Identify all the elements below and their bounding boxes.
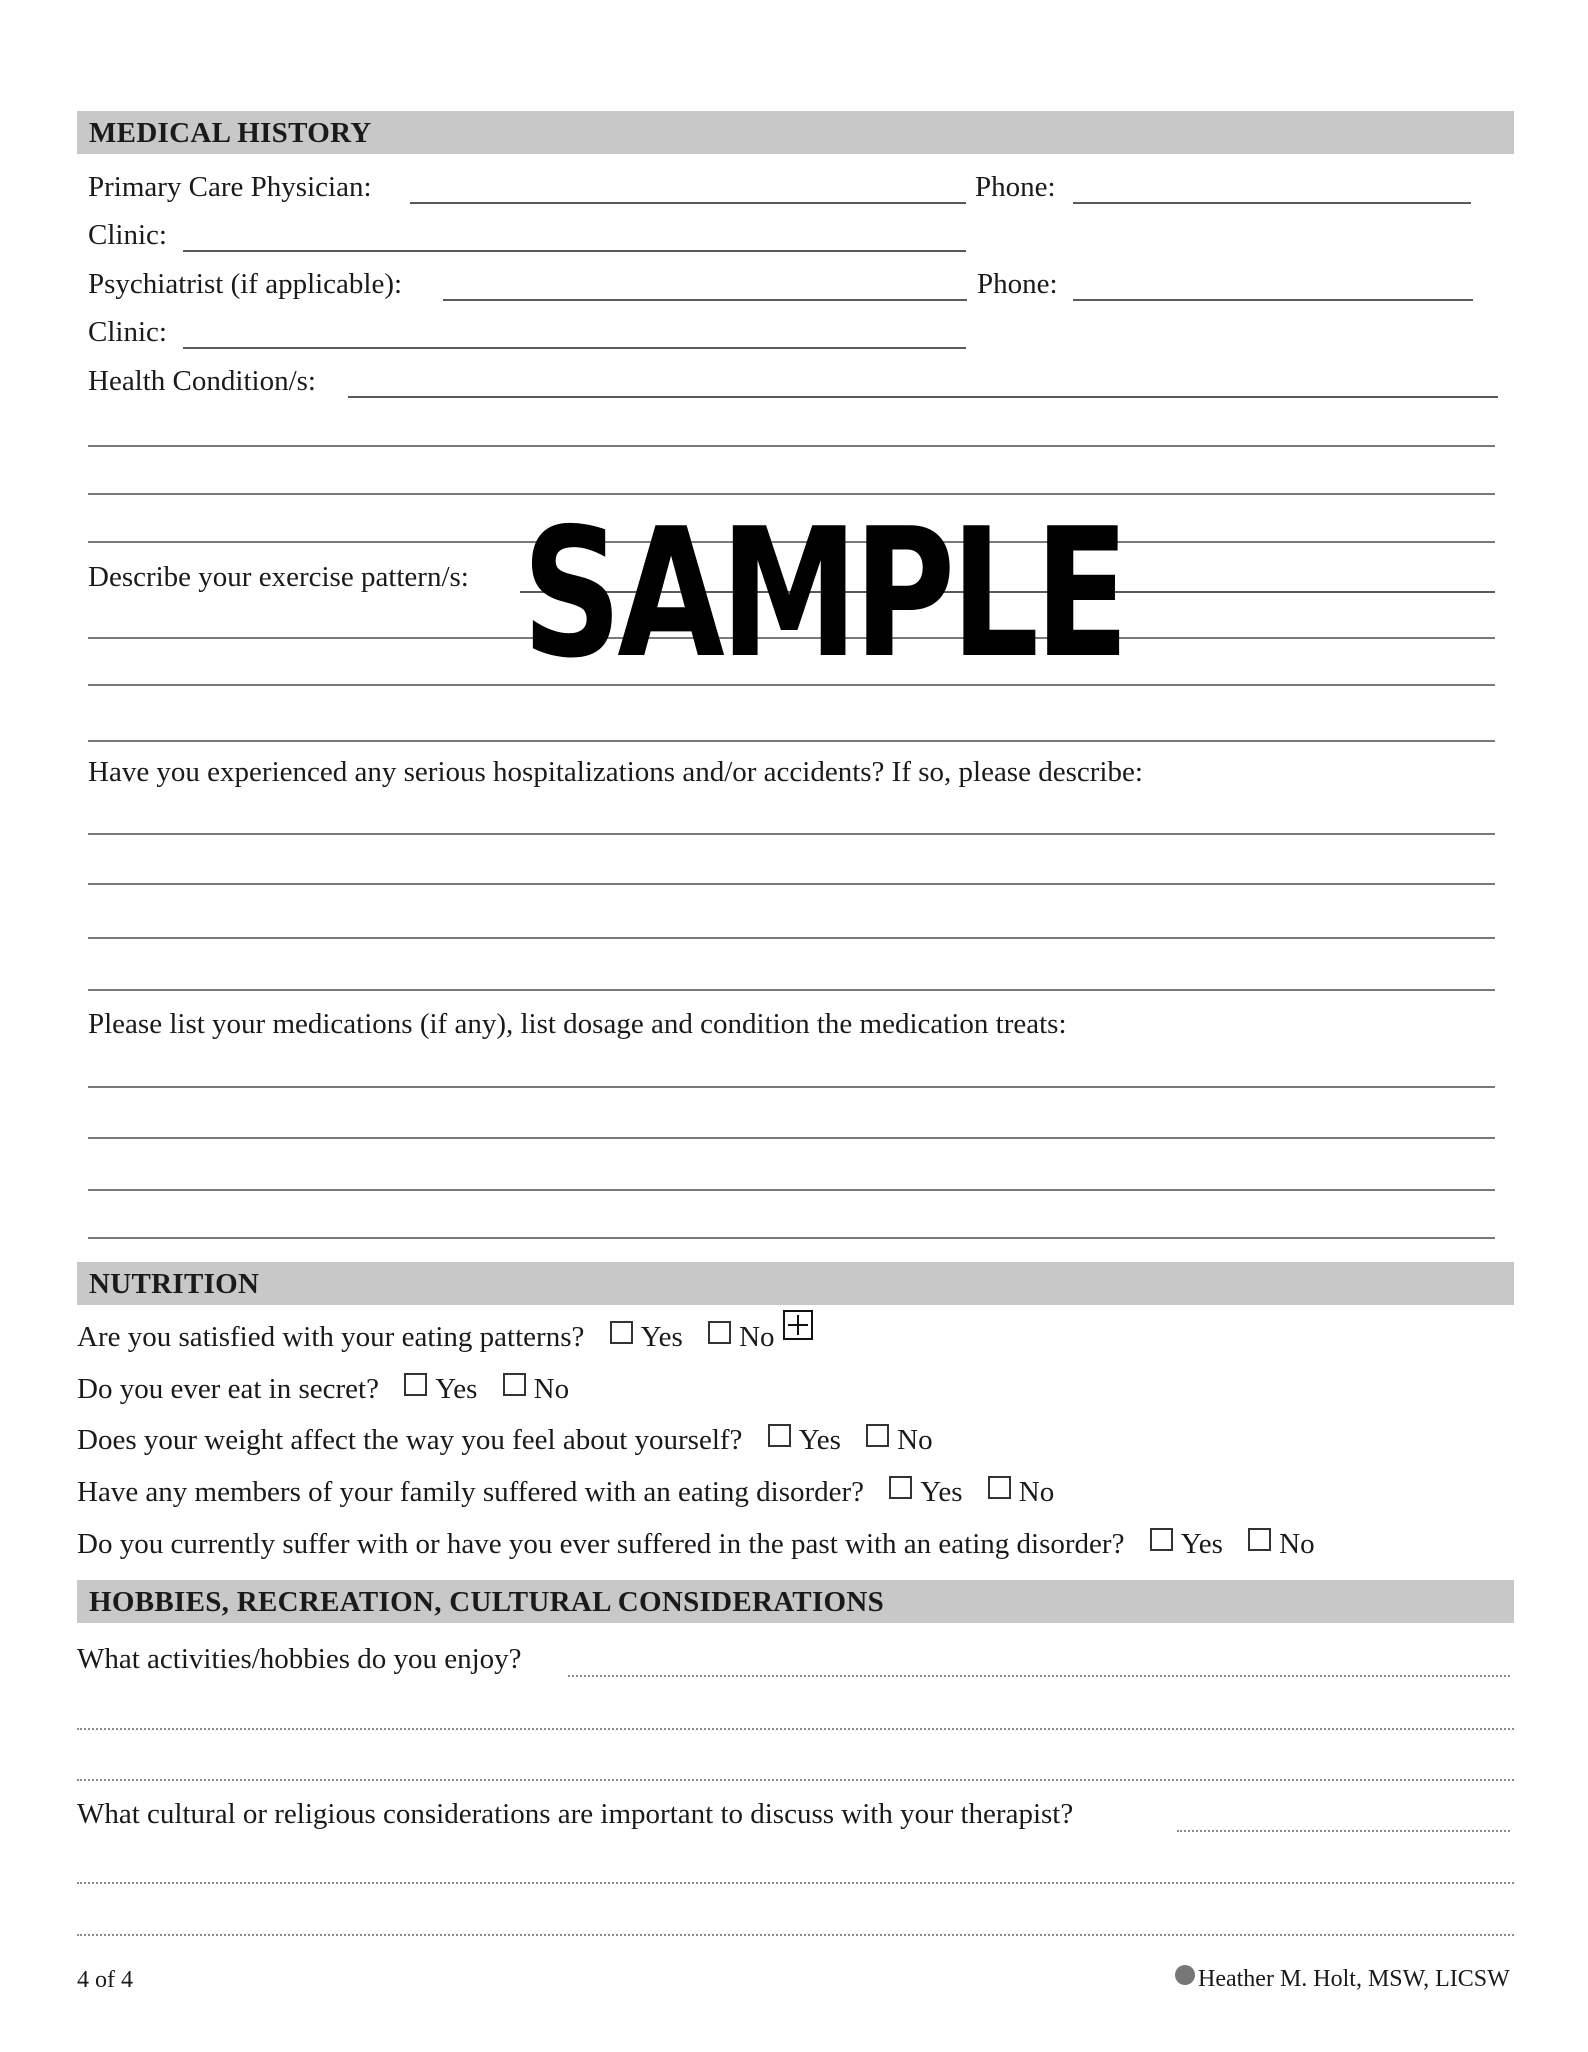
yes-label: Yes <box>640 1321 683 1353</box>
clinic-field[interactable] <box>183 250 966 252</box>
cultural-label: What cultural or religious considerations are important to discuss with your therapist? <box>77 1798 1074 1830</box>
yes-checkbox[interactable] <box>610 1321 633 1344</box>
nutrition-question-row <box>77 1372 569 1406</box>
hospitalizations-line[interactable] <box>88 937 1495 939</box>
no-checkbox[interactable] <box>503 1373 526 1396</box>
cultural-line[interactable] <box>77 1882 1514 1884</box>
primary-care-physician-field[interactable] <box>410 202 966 204</box>
crosshair-cursor-icon <box>783 1310 813 1340</box>
nutrition-question-row <box>77 1475 1054 1509</box>
no-label: No <box>1018 1476 1055 1508</box>
hospitalizations-line[interactable] <box>88 989 1495 991</box>
question-text: Are you satisfied with your eating patterns? <box>77 1321 585 1353</box>
author-credit <box>1175 1965 1510 1993</box>
psychiatrist-clinic-field[interactable] <box>183 347 966 349</box>
question-text: Have any members of your family suffered with an eating disorder? <box>77 1476 865 1508</box>
medications-label: Please list your medications (if any), list dosage and condition the medication treats: <box>88 1008 1067 1040</box>
no-checkbox[interactable] <box>988 1476 1011 1499</box>
hospitalizations-line[interactable] <box>88 883 1495 885</box>
primary-care-physician-label: Primary Care Physician: <box>88 171 372 203</box>
medications-line[interactable] <box>88 1189 1495 1191</box>
yes-label: Yes <box>920 1476 963 1508</box>
question-text: Does your weight affect the way you feel about yourself? <box>77 1424 743 1456</box>
psychiatrist-phone-field[interactable] <box>1073 299 1473 301</box>
psychiatrist-field[interactable] <box>443 299 967 301</box>
activities-label: What activities/hobbies do you enjoy? <box>77 1643 522 1675</box>
medications-line[interactable] <box>88 1237 1495 1239</box>
hospitalizations-label: Have you experienced any serious hospitalizations and/or accidents? If so, please describe: <box>88 756 1143 788</box>
activities-field[interactable] <box>568 1675 1510 1677</box>
question-text: Do you ever eat in secret? <box>77 1373 379 1405</box>
no-label: No <box>533 1373 570 1405</box>
medical-history-header <box>77 111 1514 154</box>
section-title: HOBBIES, RECREATION, CULTURAL CONSIDERATIONS <box>89 1586 885 1618</box>
hobbies-header <box>77 1580 1514 1623</box>
sample-watermark: SAMPLE <box>522 490 1125 697</box>
copyright-icon <box>1175 1965 1195 1985</box>
exercise-label: Describe your exercise pattern/s: <box>88 561 469 593</box>
health-conditions-field[interactable] <box>348 396 1498 398</box>
no-label: No <box>739 1321 775 1353</box>
yes-checkbox[interactable] <box>889 1476 912 1499</box>
nutrition-question-row <box>77 1320 775 1354</box>
yes-label: Yes <box>435 1373 478 1405</box>
psychiatrist-label: Psychiatrist (if applicable): <box>88 268 403 300</box>
author-name: Heather M. Holt, MSW, LICSW <box>1198 1966 1510 1992</box>
question-text: Do you currently suffer with or have you ever suffered in the past with an eating disorder? <box>77 1528 1125 1560</box>
nutrition-header <box>77 1262 1514 1305</box>
yes-label: Yes <box>1180 1528 1223 1560</box>
no-checkbox[interactable] <box>866 1424 889 1447</box>
exercise-line[interactable] <box>88 740 1495 742</box>
health-conditions-line[interactable] <box>88 445 1495 447</box>
psychiatrist-phone-label: Phone: <box>977 268 1058 300</box>
section-title: NUTRITION <box>89 1268 260 1300</box>
no-label: No <box>897 1424 933 1456</box>
yes-label: Yes <box>798 1424 841 1456</box>
hospitalizations-line[interactable] <box>88 833 1495 835</box>
yes-checkbox[interactable] <box>1150 1528 1173 1551</box>
activities-line[interactable] <box>77 1728 1514 1730</box>
phone-field[interactable] <box>1073 202 1471 204</box>
no-checkbox[interactable] <box>1248 1528 1271 1551</box>
nutrition-question-row <box>77 1527 1315 1561</box>
health-conditions-label: Health Condition/s: <box>88 365 316 397</box>
yes-checkbox[interactable] <box>768 1424 791 1447</box>
activities-line[interactable] <box>77 1779 1514 1781</box>
clinic-label: Clinic: <box>88 219 167 251</box>
phone-label: Phone: <box>975 171 1056 203</box>
psychiatrist-clinic-label: Clinic: <box>88 316 167 348</box>
no-checkbox[interactable] <box>708 1321 731 1344</box>
nutrition-question-row <box>77 1423 933 1457</box>
no-label: No <box>1279 1528 1315 1560</box>
page-number: 4 of 4 <box>77 1967 133 1993</box>
cultural-field[interactable] <box>1177 1830 1510 1832</box>
section-title: MEDICAL HISTORY <box>89 117 372 149</box>
yes-checkbox[interactable] <box>404 1373 427 1396</box>
medications-line[interactable] <box>88 1137 1495 1139</box>
cultural-line[interactable] <box>77 1934 1514 1936</box>
medications-line[interactable] <box>88 1086 1495 1088</box>
